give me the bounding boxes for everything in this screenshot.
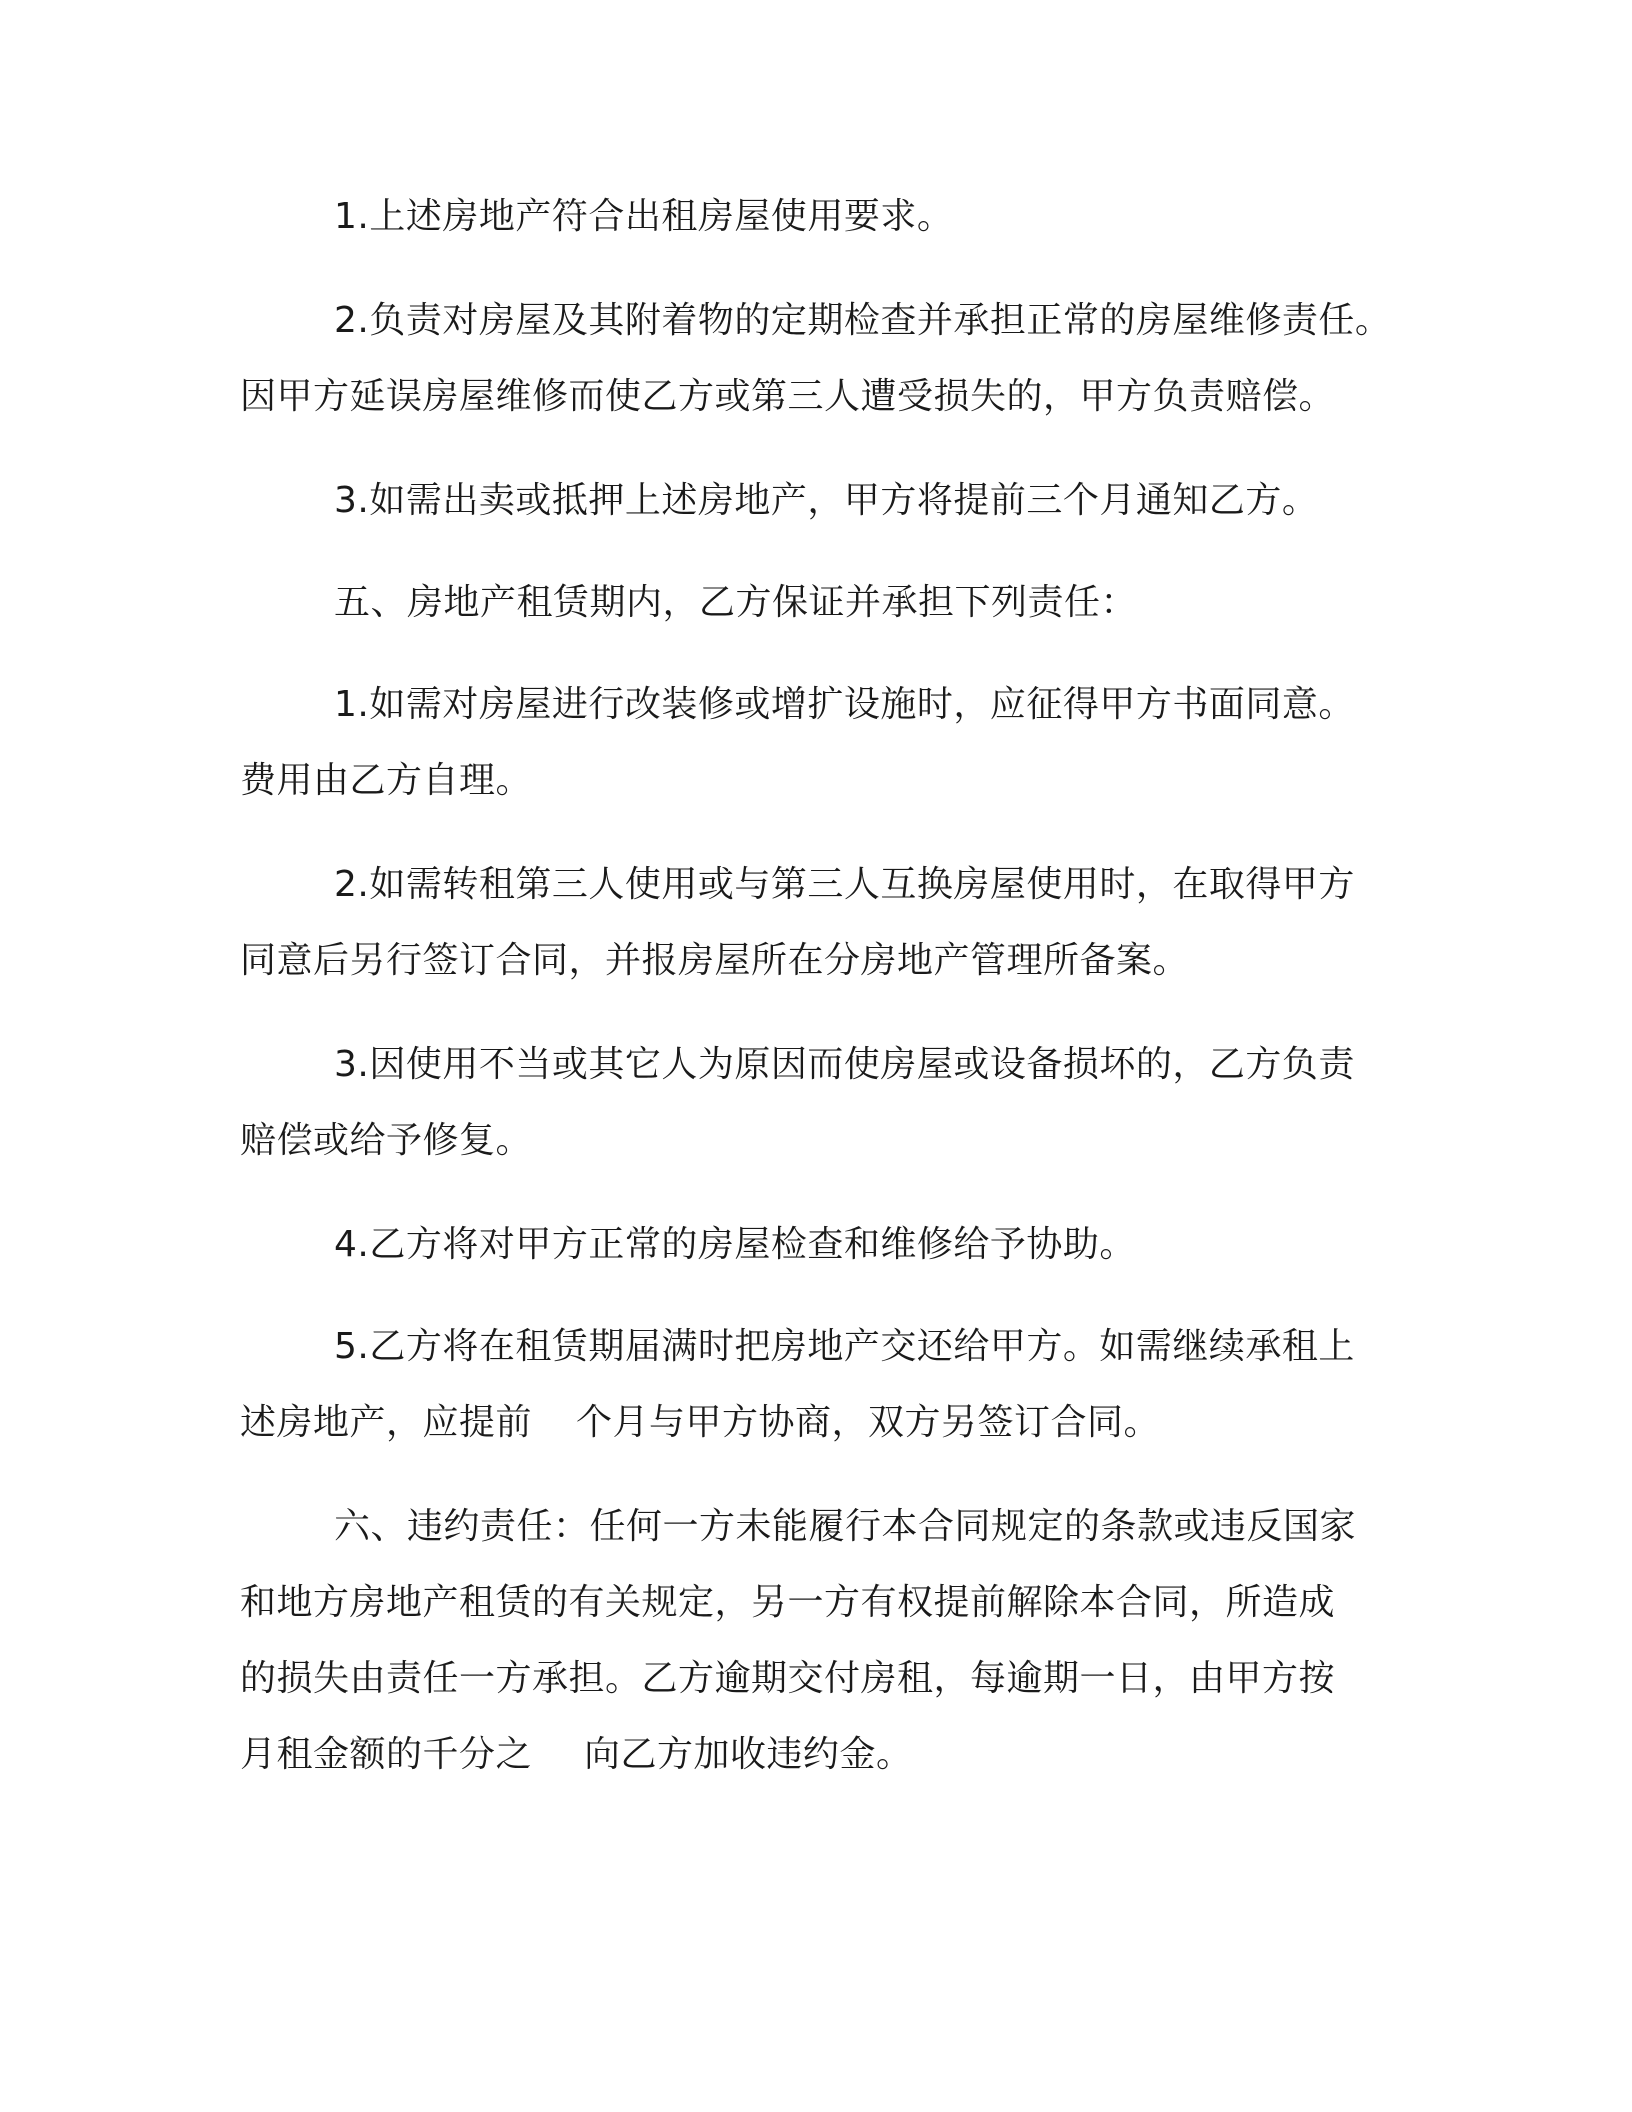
clause-5-1-line-2: 费用由乙方自理。	[240, 760, 533, 801]
clause-5-5-line-1: 5.乙方将在租赁期届满时把房地产交还给甲方。如需继续承租上	[334, 1326, 1355, 1367]
section-6-text-after-blank: 向乙方加收违约金。	[584, 1734, 913, 1775]
clause-5-5-text-before-blank: 述房地产，应提前	[240, 1402, 533, 1443]
clause-5-2-line-1: 2.如需转租第三人使用或与第三人互换房屋使用时，在取得甲方	[334, 864, 1355, 905]
section-6-line-3: 的损失由责任一方承担。乙方逾期交付房租，每逾期一日，由甲方按	[240, 1658, 1336, 1699]
clause-5-1-line-1: 1.如需对房屋进行改装修或增扩设施时，应征得甲方书面同意。	[334, 684, 1355, 725]
clause-4-1-line-1: 1.上述房地产符合出租房屋使用要求。	[334, 196, 954, 237]
clause-5-4-line-1: 4.乙方将对甲方正常的房屋检查和维修给予协助。	[334, 1224, 1136, 1265]
section-6-line-4	[240, 1730, 913, 1780]
section-6-text-before-blank: 月租金额的千分之	[240, 1734, 533, 1775]
section-5-heading: 五、房地产租赁期内，乙方保证并承担下列责任：	[334, 582, 1138, 623]
clause-5-5-line-2	[240, 1398, 1160, 1448]
clause-5-2-line-2: 同意后另行签订合同，并报房屋所在分房地产管理所备案。	[240, 940, 1190, 981]
clause-5-3-line-2: 赔偿或给予修复。	[240, 1120, 533, 1161]
clause-4-2-line-2: 因甲方延误房屋维修而使乙方或第三人遭受损失的，甲方负责赔偿。	[240, 376, 1336, 417]
clause-5-5-text-after-blank: 个月与甲方协商，双方另签订合同。	[576, 1402, 1161, 1443]
section-6-line-2: 和地方房地产租赁的有关规定，另一方有权提前解除本合同，所造成	[240, 1582, 1336, 1623]
clause-4-2-line-1: 2.负责对房屋及其附着物的定期检查并承担正常的房屋维修责任。	[334, 300, 1392, 341]
clause-5-3-line-1: 3.因使用不当或其它人为原因而使房屋或设备损坏的，乙方负责	[334, 1044, 1355, 1085]
clause-4-3-line-1: 3.如需出卖或抵押上述房地产，甲方将提前三个月通知乙方。	[334, 480, 1319, 521]
section-6-line-1: 六、违约责任：任何一方未能履行本合同规定的条款或违反国家	[334, 1506, 1357, 1547]
